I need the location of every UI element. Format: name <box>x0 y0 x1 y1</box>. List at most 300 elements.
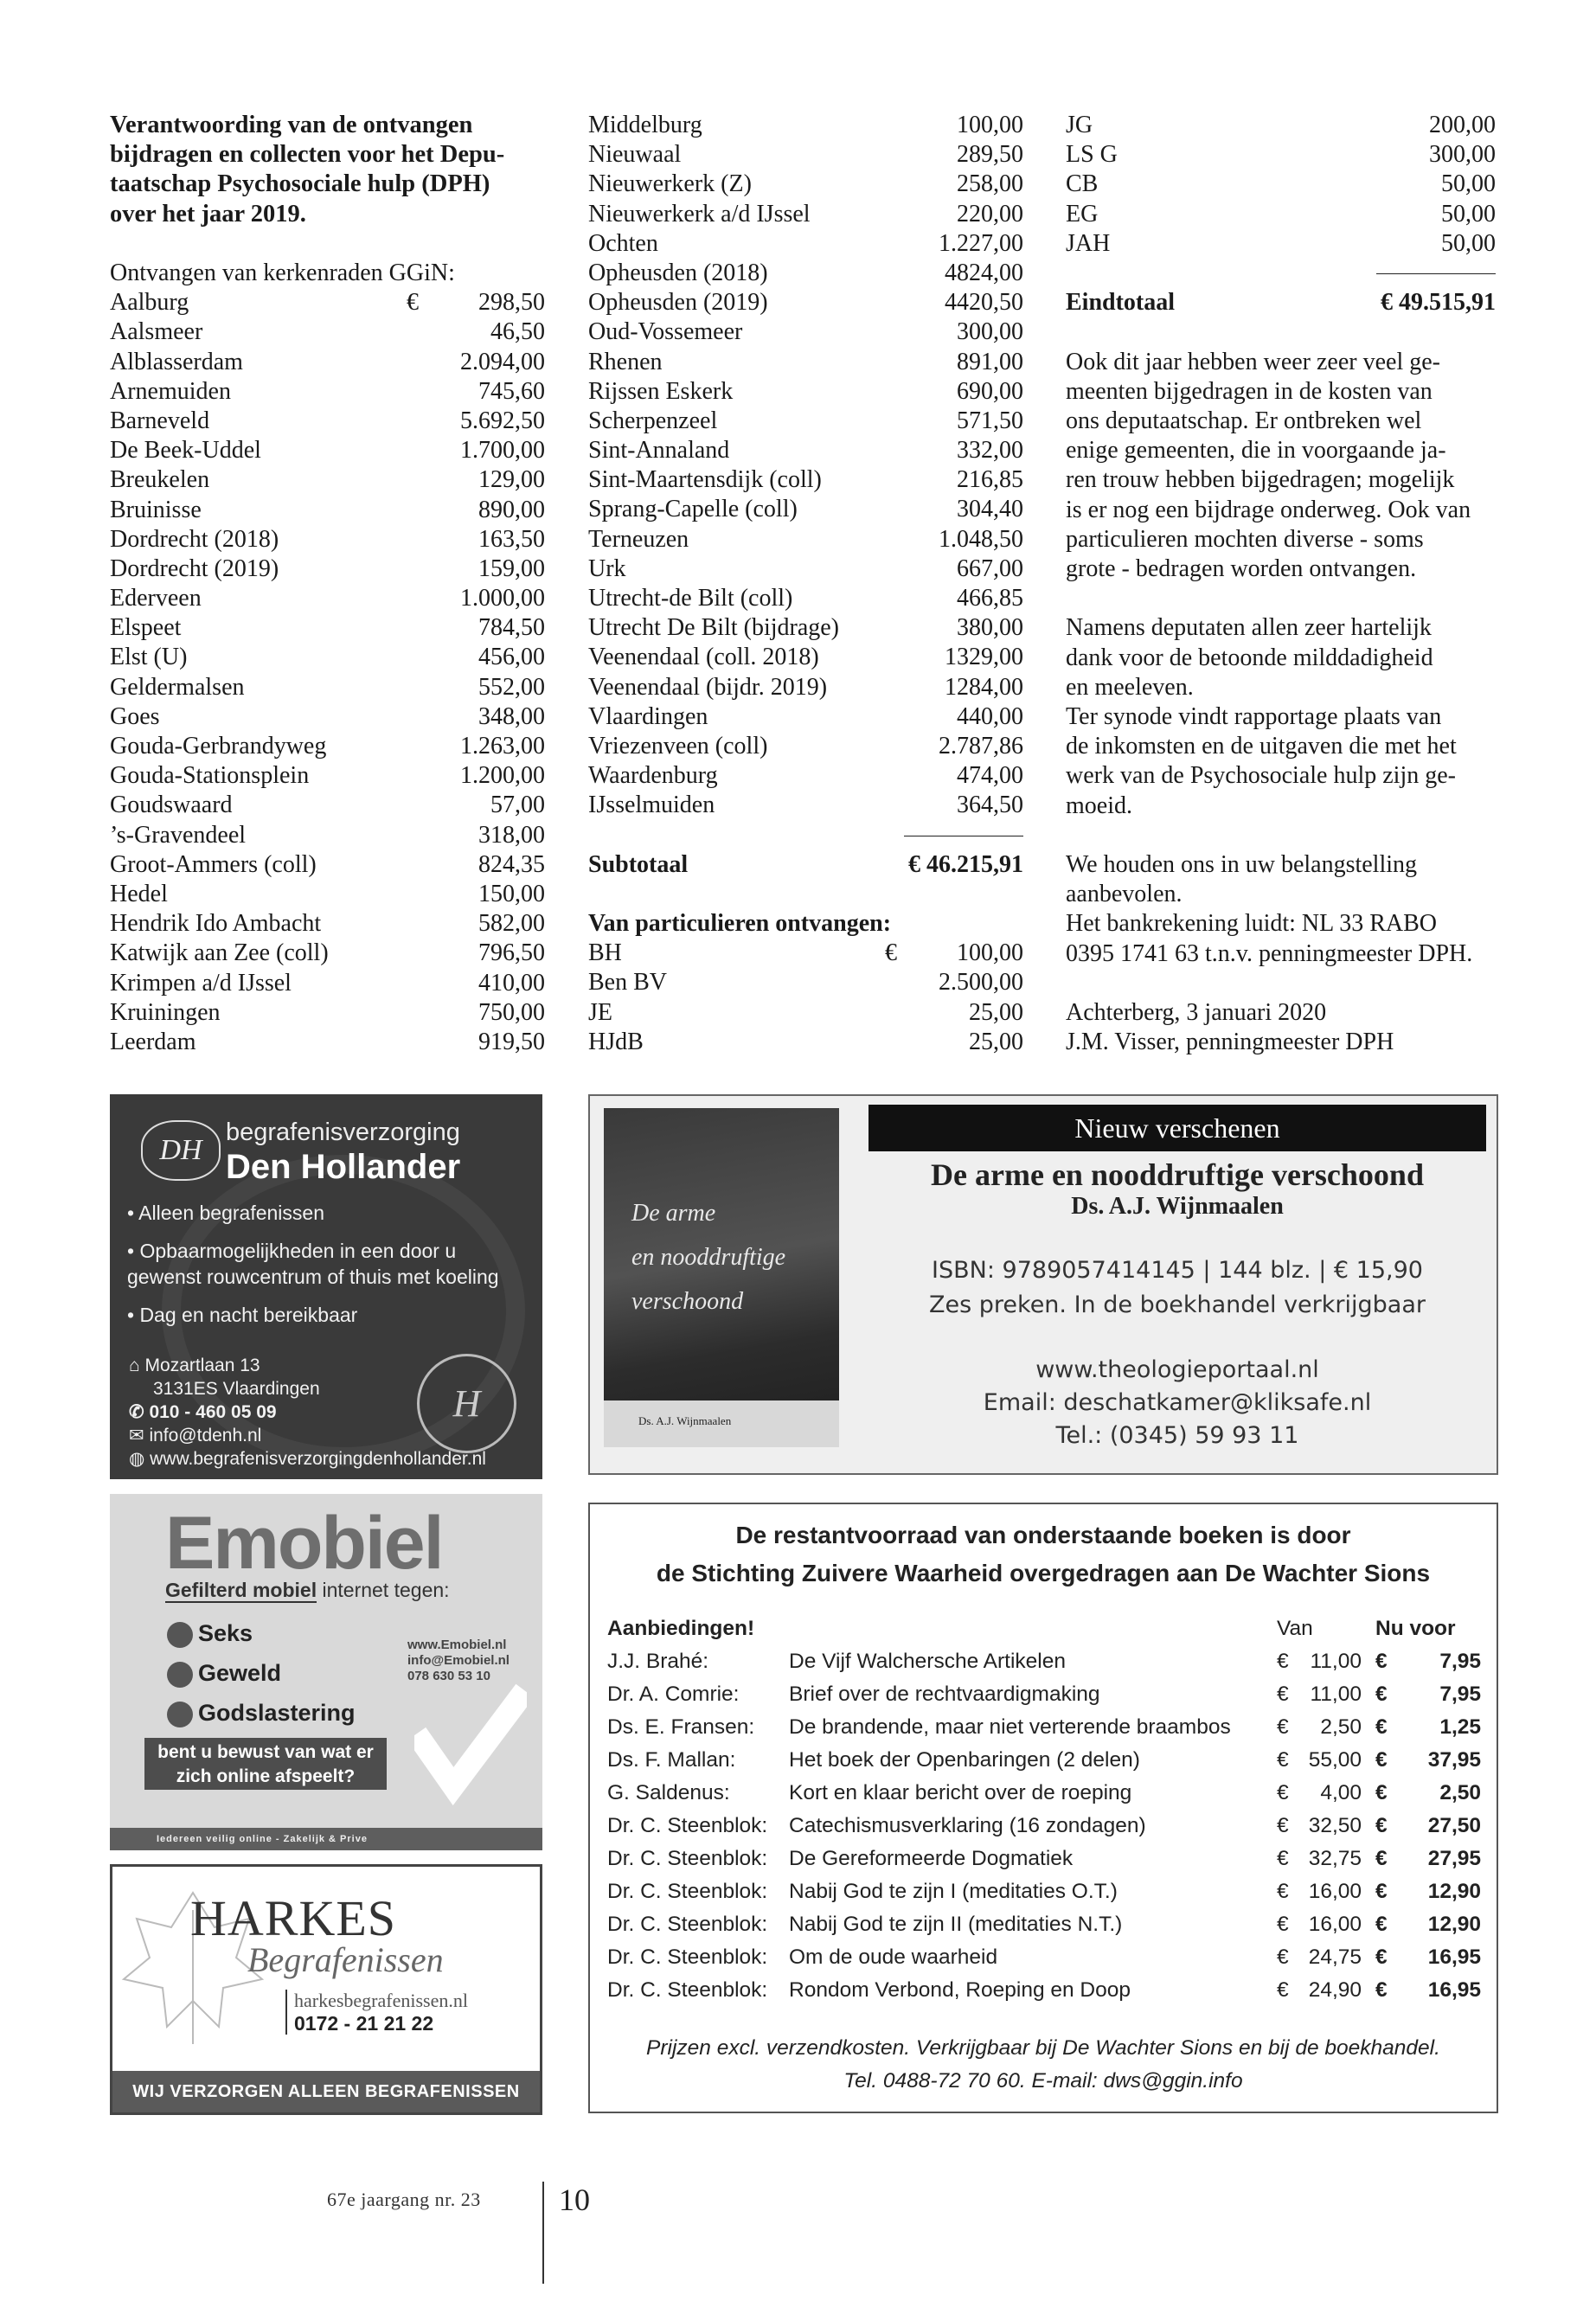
entry-name: Alblasserdam <box>110 348 243 375</box>
dh-bullet: • Dag en nacht bereikbaar <box>127 1304 358 1326</box>
entry-row <box>110 525 545 554</box>
entry-amount: 410,00 <box>478 969 545 997</box>
entry-row <box>588 348 1023 377</box>
entry-name: Dordrecht (2019) <box>110 554 279 582</box>
signoff <box>1066 998 1496 1057</box>
currency-symbol: € <box>885 939 897 967</box>
table-row <box>607 1843 1481 1875</box>
entry-row <box>110 348 545 377</box>
dh-email[interactable]: info@tdenh.nl <box>149 1426 262 1445</box>
entry-amount: 440,00 <box>957 702 1023 730</box>
price-from <box>1277 1941 1375 1974</box>
entry-name: Aalburg <box>110 289 189 317</box>
entry-name: Aalsmeer <box>110 318 203 346</box>
entry-name: Krimpen a/d IJssel <box>110 969 292 997</box>
entry-name: Opheusden (2019) <box>588 289 768 317</box>
entry-amount: 4824,00 <box>945 259 1023 286</box>
entry-amount: 364,50 <box>957 792 1023 819</box>
entry-name: Elst (U) <box>110 644 188 671</box>
hk-url[interactable]: harkesbegrafenissen.nl <box>294 1990 468 2011</box>
entry-name: Dordrecht (2018) <box>110 525 279 553</box>
entry-row <box>588 613 1023 643</box>
entry-name: Bruinisse <box>110 496 202 523</box>
entry-amount: 300,00 <box>957 318 1023 346</box>
entry-name: EG <box>1066 200 1099 228</box>
text-line: enige gemeenten, die in voorgaande ja- <box>1066 437 1446 465</box>
text-line: is er nog een bijdrage onderweg. Ook van <box>1066 496 1471 523</box>
entry-name: Gouda-Stationsplein <box>110 762 310 790</box>
entry-name: Groot-Ammers (coll) <box>110 850 317 878</box>
book-author: Dr. C. Steenblok: <box>607 1847 768 1870</box>
heading-line: Verantwoording van de ontvangen <box>110 112 473 138</box>
dh-address2: 3131ES Vlaardingen <box>153 1379 320 1399</box>
table-row <box>607 1908 1481 1941</box>
column-middle <box>588 111 1023 1057</box>
entry-name: ’s-Gravendeel <box>110 821 247 849</box>
entry-amount: 332,00 <box>957 437 1023 465</box>
entry-row <box>110 436 545 465</box>
em-item: Seks <box>198 1620 253 1646</box>
entry-row <box>1066 111 1496 140</box>
entry-amount: 474,00 <box>957 762 1023 790</box>
price-now-value: 7,95 <box>1439 1650 1481 1673</box>
entry-name: Kruiningen <box>110 998 221 1026</box>
currency-symbol: € <box>1375 1880 1388 1903</box>
entry-row <box>110 998 545 1028</box>
entry-amount: 25,00 <box>969 1028 1023 1055</box>
stock-title <box>590 1516 1497 1593</box>
entry-amount: 667,00 <box>957 554 1023 582</box>
book-title: Om de oude waarheid <box>789 1945 998 1969</box>
entry-amount: 57,00 <box>490 792 545 819</box>
price-now <box>1375 1645 1481 1678</box>
phone-icon: ✆ <box>129 1402 150 1422</box>
price-now-value: 27,95 <box>1427 1847 1481 1870</box>
price-from <box>1277 1974 1375 2007</box>
currency-symbol: € <box>1277 1682 1289 1706</box>
entry-amount: 745,60 <box>478 377 545 405</box>
entry-name: Sint-Annaland <box>588 437 730 465</box>
entry-amount: 690,00 <box>957 377 1023 405</box>
text-line: meenten bijgedragen in de kosten van <box>1066 377 1433 405</box>
table-row <box>607 1678 1481 1711</box>
currency-symbol: € <box>1277 1880 1289 1903</box>
entry-row <box>588 554 1023 584</box>
home-icon: ⌂ <box>129 1356 145 1375</box>
entry-name: LS G <box>1066 141 1118 169</box>
entry-name: Elspeet <box>110 614 182 642</box>
stock-header-row <box>607 1612 1481 1645</box>
price-now <box>1375 1810 1481 1843</box>
entry-name: Utrecht De Bilt (bijdrage) <box>588 614 840 642</box>
entry-name: Ochten <box>588 229 658 257</box>
book-isbn: ISBN: 9789057414145 | 144 blz. | € 15,90 <box>932 1257 1423 1284</box>
entry-amount: 1.227,00 <box>939 229 1023 257</box>
entry-amount-cell <box>407 288 545 317</box>
footer-journal: 67e jaargang nr. 23 <box>327 2189 481 2210</box>
entry-amount: 1284,00 <box>945 673 1023 701</box>
entry-name: Nieuwerkerk (Z) <box>588 170 752 198</box>
text-line: moeid. <box>1066 792 1132 819</box>
entry-name: Terneuzen <box>588 525 689 553</box>
table-row <box>607 1875 1481 1908</box>
text-line: Namens deputaten allen zeer hartelijk <box>1066 614 1432 642</box>
currency-symbol: € <box>1277 1715 1289 1739</box>
price-now <box>1375 1678 1481 1711</box>
price-from-value: 24,75 <box>1308 1945 1362 1969</box>
entry-row <box>588 436 1023 465</box>
text-line: dank voor de betoonde milddadigheid <box>1066 644 1433 671</box>
hk-contact <box>285 1990 468 2035</box>
price-from-value: 2,50 <box>1320 1715 1362 1739</box>
entry-amount: 380,00 <box>957 614 1023 642</box>
entry-row <box>1066 170 1496 199</box>
entry-name: Sint-Maartensdijk (coll) <box>588 466 822 494</box>
entry-name: Urk <box>588 554 626 582</box>
ad-harkes[interactable] <box>110 1864 542 2115</box>
entry-row <box>110 880 545 909</box>
entry-row <box>588 317 1023 347</box>
currency-symbol: € <box>1375 1715 1388 1739</box>
subtotal-row <box>588 850 1023 880</box>
currency-symbol: € <box>1277 1978 1289 2002</box>
heading-line: over het jaar 2019. <box>110 200 306 228</box>
price-from <box>1277 1810 1375 1843</box>
stock-foot-line: Prijzen excl. verzendkosten. Verkrijgbaar bij De Wachter Sions en bij de boekhandel. <box>646 2036 1440 2060</box>
currency-symbol: € <box>1277 1781 1289 1804</box>
entry-row <box>110 969 545 998</box>
price-now-value: 27,50 <box>1427 1814 1481 1837</box>
entry-amount: 890,00 <box>478 496 545 523</box>
church-list-continued <box>588 111 1023 821</box>
entry-amount: 750,00 <box>478 998 545 1026</box>
text-line: Het bankrekening luidt: NL 33 RABO <box>1066 910 1438 938</box>
entry-row <box>588 968 1023 997</box>
entry-name: Hendrik Ido Ambacht <box>110 910 322 938</box>
entry-amount: 163,50 <box>478 525 545 553</box>
currency-symbol: € <box>1375 1978 1388 2002</box>
entry-row <box>110 821 545 850</box>
price-from <box>1277 1843 1375 1875</box>
price-now-value: 37,95 <box>1427 1748 1481 1772</box>
text-line: en meeleven. <box>1066 673 1194 701</box>
currency-symbol: € <box>1277 1748 1289 1772</box>
entry-row <box>588 288 1023 317</box>
price-from-value: 32,75 <box>1308 1847 1362 1870</box>
em-web[interactable]: www.Emobiel.nl <box>407 1638 507 1652</box>
book-author: G. Saldenus: <box>607 1781 730 1804</box>
price-now <box>1375 1908 1481 1941</box>
price-from <box>1277 1645 1375 1678</box>
entry-amount: 2.787,86 <box>939 732 1023 760</box>
cover-title-line: De arme <box>631 1200 716 1227</box>
dh-subtitle: begrafenisverzorging <box>226 1118 460 1146</box>
price-now <box>1375 1974 1481 2007</box>
entry-row <box>110 613 545 643</box>
entry-row <box>110 702 545 732</box>
entry-amount: 784,50 <box>478 614 545 642</box>
entry-amount: 348,00 <box>478 702 545 730</box>
entry-amount: 466,85 <box>957 585 1023 612</box>
book-title: De arme en nooddruftige verschoond <box>931 1157 1424 1192</box>
em-bubble: bent u bewust van wat er zich online afspeelt? <box>144 1738 387 1790</box>
subtotal-rule <box>588 821 1023 850</box>
price-from-value: 11,00 <box>1310 1650 1362 1673</box>
book-title: Nabij God te zijn II (meditaties N.T.) <box>789 1913 1123 1936</box>
price-from <box>1277 1875 1375 1908</box>
table-row <box>607 1974 1481 2007</box>
entry-name: JE <box>588 998 612 1026</box>
text-line: Ook dit jaar hebben weer zeer veel ge- <box>1066 348 1440 375</box>
ad-emobiel[interactable] <box>110 1494 542 1850</box>
entry-row <box>588 407 1023 436</box>
entry-amount: 150,00 <box>478 880 545 907</box>
mail-icon: ✉ <box>129 1426 150 1445</box>
entry-amount: 1.048,50 <box>939 525 1023 553</box>
checkmark-icon <box>414 1682 527 1821</box>
hk-phone: 0172 - 21 21 22 <box>294 2012 434 2035</box>
currency-symbol: € <box>1277 1913 1289 1936</box>
price-from-value: 32,50 <box>1308 1814 1362 1837</box>
em-subtitle <box>165 1579 450 1602</box>
em-title: Emobiel <box>165 1502 443 1585</box>
entry-name: Katwijk aan Zee (coll) <box>110 939 329 967</box>
entry-name: Goes <box>110 702 160 730</box>
stock-title-line: de Stichting Zuivere Waarheid overgedragen aan De Wachter Sions <box>656 1560 1431 1586</box>
price-now-value: 12,90 <box>1427 1913 1481 1936</box>
entry-name: Scherpenzeel <box>588 407 718 434</box>
price-from-value: 16,00 <box>1308 1880 1362 1903</box>
dh-bullet: • Opbaarmogelijkheden in een door u gewenst rouwcentrum of thuis met koeling <box>127 1240 499 1288</box>
entry-row <box>110 761 545 791</box>
currency-symbol: € <box>1375 1650 1388 1673</box>
entry-name: Breukelen <box>110 466 210 494</box>
entry-name: Opheusden (2018) <box>588 259 768 286</box>
entry-amount: 796,50 <box>478 939 545 967</box>
book-author: Ds. E. Fransen: <box>607 1715 755 1739</box>
entry-amount: 5.692,50 <box>460 407 545 434</box>
entry-amount: 304,40 <box>957 496 1023 523</box>
entry-row <box>1066 200 1496 229</box>
entry-amount: 2.094,00 <box>460 348 545 375</box>
entry-name: Barneveld <box>110 407 210 434</box>
column-left <box>110 111 545 1057</box>
book-author: Ds. F. Mallan: <box>607 1748 736 1772</box>
em-bar: Iedereen veilig online - Zakelijk & Prive <box>110 1828 542 1850</box>
currency-symbol: € <box>1375 1814 1388 1837</box>
price-from-value: 55,00 <box>1308 1748 1362 1772</box>
entry-name: Veenendaal (bijdr. 2019) <box>588 673 828 701</box>
price-now-value: 7,95 <box>1439 1682 1481 1706</box>
em-list <box>167 1613 356 1733</box>
ad-den-hollander[interactable] <box>110 1094 542 1479</box>
text-line: de inkomsten en de uitgaven die met het <box>1066 733 1457 760</box>
entry-amount: 919,50 <box>478 1028 545 1055</box>
entry-name: Arnemuiden <box>110 377 231 405</box>
currency-symbol: € <box>1277 1814 1289 1837</box>
entry-amount: 25,00 <box>969 998 1023 1026</box>
em-email[interactable]: info@Emobiel.nl <box>407 1653 510 1668</box>
entry-name: Goudswaard <box>110 792 233 819</box>
text-line: Ter synode vindt rapportage plaats van <box>1066 702 1442 730</box>
text-line: 0395 1741 63 t.n.v. penningmeester DPH. <box>1066 939 1473 967</box>
dh-logo-icon: DH <box>141 1120 221 1181</box>
entry-amount: 552,00 <box>478 673 545 701</box>
entry-row <box>588 170 1023 199</box>
entry-name: HJdB <box>588 1028 644 1055</box>
entry-name: Ederveen <box>110 585 202 612</box>
price-from <box>1277 1678 1375 1711</box>
table-row <box>607 1777 1481 1810</box>
stock-rows <box>607 1645 1481 2007</box>
col-from: Van <box>1277 1617 1313 1640</box>
currency-symbol: € <box>1375 1748 1388 1772</box>
currency-symbol: € <box>407 289 419 317</box>
heading-line: taatschap Psychosociale hulp (DPH) <box>110 170 490 198</box>
paragraph-thanks <box>1066 613 1496 820</box>
entry-name: Leerdam <box>110 1028 196 1055</box>
entry-row <box>588 584 1023 613</box>
entry-amount: 1.200,00 <box>460 762 545 790</box>
entry-name: CB <box>1066 170 1099 198</box>
dh-bullet: • Alleen begrafenissen <box>127 1202 324 1224</box>
entry-row <box>588 465 1023 495</box>
hk-title: HARKES <box>190 1890 397 1946</box>
text-line: aanbevolen. <box>1066 881 1183 908</box>
entry-amount: 1.000,00 <box>460 585 545 612</box>
text-line: ren trouw hebben bijgedragen; mogelijk <box>1066 466 1455 494</box>
text-line: grote - bedragen worden ontvangen. <box>1066 554 1417 582</box>
book-cover <box>604 1108 839 1447</box>
entry-row <box>110 939 545 968</box>
church-list <box>110 288 545 1057</box>
heading-line: bijdragen en collecten voor het Depu- <box>110 141 505 169</box>
entry-row <box>1066 140 1496 170</box>
entry-row <box>110 1028 545 1057</box>
total-row <box>1066 288 1496 317</box>
book-title: Rondom Verbond, Roeping en Doop <box>789 1978 1131 2002</box>
price-from-value: 4,00 <box>1320 1781 1362 1804</box>
total-label: Eindtotaal <box>1066 289 1176 317</box>
entry-name: Waardenburg <box>588 762 718 790</box>
table-row <box>607 1810 1481 1843</box>
entry-amount: 100,00 <box>957 939 1023 967</box>
text-line: J.M. Visser, penningmeester DPH <box>1066 1029 1394 1056</box>
book-author: Dr. C. Steenblok: <box>607 1945 768 1969</box>
table-row <box>607 1645 1481 1678</box>
entry-amount: 289,50 <box>957 141 1023 169</box>
price-now <box>1375 1843 1481 1875</box>
book-title: Brief over de rechtvaardigmaking <box>789 1682 1100 1706</box>
entry-amount: 2.500,00 <box>939 969 1023 997</box>
entry-row <box>110 317 545 347</box>
entry-name: Sprang-Capelle (coll) <box>588 496 798 523</box>
dh-seal-icon: H <box>417 1354 516 1453</box>
entry-row <box>110 377 545 407</box>
footer-divider <box>542 2182 544 2284</box>
price-now-value: 2,50 <box>1439 1781 1481 1804</box>
ad-remaining-stock <box>588 1503 1498 2113</box>
col-offers: Aanbiedingen! <box>607 1617 755 1640</box>
entry-row <box>588 259 1023 288</box>
ad-new-book[interactable] <box>588 1094 1498 1475</box>
entry-amount: 4420,50 <box>945 289 1023 317</box>
entry-row <box>110 288 545 317</box>
entry-row <box>588 998 1023 1028</box>
entry-row <box>110 643 545 672</box>
currency-symbol: € <box>1375 1682 1388 1706</box>
entry-name: Oud-Vossemeer <box>588 318 743 346</box>
entry-name: Rhenen <box>588 348 663 375</box>
price-now <box>1375 1875 1481 1908</box>
entry-row <box>588 200 1023 229</box>
entry-row <box>110 584 545 613</box>
em-item: Geweld <box>198 1660 282 1686</box>
hk-subtitle: Begrafenissen <box>247 1940 444 1979</box>
entry-row <box>588 673 1023 702</box>
stock-table <box>607 1612 1481 2007</box>
cover-title <box>631 1191 785 1324</box>
stock-title-line: De restantvoorraad van onderstaande boeken is door <box>735 1522 1351 1548</box>
subtotal-amount: € 46.215,91 <box>908 850 1023 878</box>
entry-amount: 50,00 <box>1441 170 1496 198</box>
price-now <box>1375 1711 1481 1744</box>
entry-amount: 456,00 <box>478 644 545 671</box>
paragraph-thanks-intro <box>1066 348 1496 585</box>
globe-icon: ◍ <box>129 1449 151 1469</box>
entry-name: Rijssen Eskerk <box>588 377 734 405</box>
entry-amount: 129,00 <box>478 466 545 494</box>
stock-foot-line: Tel. 0488-72 70 60. E-mail: dws@ggin.info <box>843 2069 1243 2093</box>
entry-row <box>110 407 545 436</box>
entry-name: Gouda-Gerbrandyweg <box>110 733 327 760</box>
dh-web[interactable]: www.begrafenisverzorgingdenhollander.nl <box>150 1449 486 1469</box>
private-list-continued <box>1066 111 1496 259</box>
book-email[interactable]: Email: deschatkamer@kliksafe.nl <box>983 1389 1372 1416</box>
em-contact <box>407 1638 510 1684</box>
entry-amount: 46,50 <box>490 318 545 346</box>
currency-symbol: € <box>1277 1650 1289 1673</box>
book-web[interactable]: www.theologieportaal.nl <box>1035 1356 1319 1383</box>
dh-address1: Mozartlaan 13 <box>144 1356 260 1375</box>
currency-symbol: € <box>1375 1847 1388 1870</box>
gear-icon <box>167 1662 193 1688</box>
book-phone: Tel.: (0345) 59 93 11 <box>1055 1422 1299 1449</box>
currency-symbol: € <box>1375 1913 1388 1936</box>
book-title: De brandende, maar niet verterende braambos <box>789 1715 1231 1739</box>
book-title: Kort en klaar bericht over de roeping <box>789 1781 1132 1804</box>
price-now-value: 12,90 <box>1427 1880 1481 1903</box>
entry-name: IJsselmuiden <box>588 792 715 819</box>
book-author: Dr. C. Steenblok: <box>607 1913 768 1936</box>
cover-title-line: en nooddruftige <box>631 1244 786 1271</box>
currency-symbol: € <box>1375 1781 1388 1804</box>
entry-row <box>588 377 1023 407</box>
column-right <box>1066 111 1496 1057</box>
entry-amount: 200,00 <box>1429 112 1496 138</box>
entry-row <box>588 732 1023 761</box>
book-title: Catechismusverklaring (16 zondagen) <box>789 1814 1146 1837</box>
shield-icon <box>167 1622 193 1648</box>
price-from-value: 24,90 <box>1308 1978 1362 2002</box>
entry-name: Vlaardingen <box>588 702 708 730</box>
entry-amount: 300,00 <box>1429 141 1496 169</box>
entry-amount: 1329,00 <box>945 644 1023 671</box>
entry-amount: 258,00 <box>957 170 1023 198</box>
entry-row <box>110 496 545 525</box>
entry-amount: 571,50 <box>957 407 1023 434</box>
entry-amount: 824,35 <box>478 850 545 878</box>
